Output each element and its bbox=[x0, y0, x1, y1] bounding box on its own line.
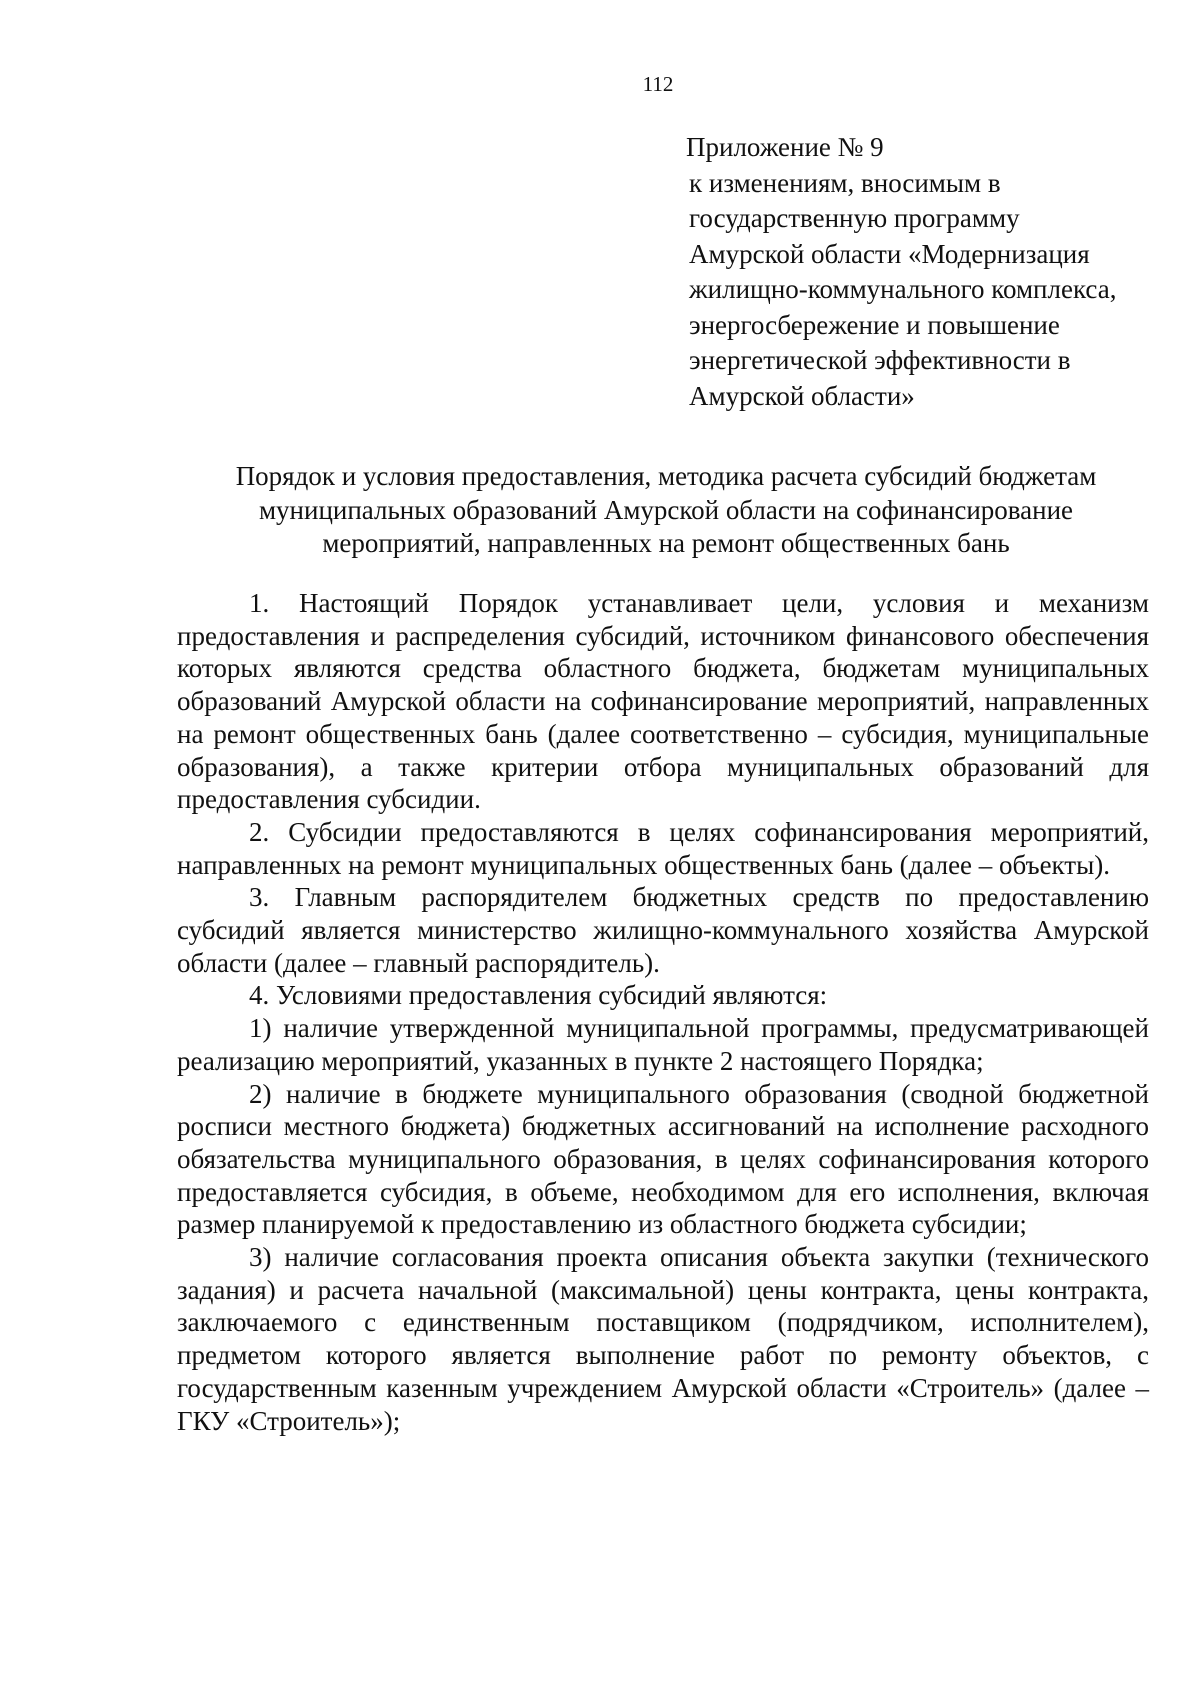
document-title-line: муниципальных образований Амурской области на софинансирование bbox=[258, 494, 1074, 525]
paragraph-4-item-3: 3) наличие согласования проекта описания объекта закупки (технического задания) и расчета начальной (максимальной) цены контракта, цены контракта, заключаемого с единственным поставщиком (подрядчиком, исполнителем), предметом которого является выполнение работ по ремонту объектов, с государственным казенным учреждением Амурской области «Строитель» (далее – ГКУ «Строитель»); bbox=[177, 1242, 1149, 1436]
appendix-line: государственную программу bbox=[689, 203, 1020, 233]
paragraph-4-item-1: 1) наличие утвержденной муниципальной программы, предусматривающей реализацию мероприятий, указанных в пункте 2 настоящего Порядка; bbox=[177, 1013, 1149, 1076]
paragraph-2: 2. Субсидии предоставляются в целях софинансирования мероприятий, направленных на ремонт муниципальных общественных бань (далее – объекты). bbox=[177, 816, 1149, 880]
appendix-line: Приложение № 9 bbox=[686, 132, 884, 162]
appendix-line: к изменениям, вносимым в bbox=[689, 167, 1001, 198]
appendix-line: жилищно-коммунального комплекса, bbox=[689, 274, 1117, 304]
document-title bbox=[180, 460, 1152, 561]
appendix-line: энергосбережение и повышение bbox=[689, 309, 1060, 340]
paragraph-3: 3. Главным распорядителем бюджетных средств по предоставлению субсидий является министерство жилищно-коммунального хозяйства Амурской области (далее – главный распорядитель). bbox=[177, 882, 1149, 978]
paragraph-4: 4. Условиями предоставления субсидий являются: bbox=[249, 980, 828, 1011]
appendix-line: энергетической эффективности в bbox=[689, 345, 1071, 375]
paragraph-4-item-2: 2) наличие в бюджете муниципального образования (сводной бюджетной росписи местного бюджета) бюджетных ассигнований на исполнение расходного обязательства муниципального образования, в целях софинансирования которого предоставляется субсидия, в объеме, необходимом для его исполнения, включая размер планируемой к предоставлению из областного бюджета субсидии; bbox=[177, 1078, 1149, 1240]
appendix-line: Амурской области «Модернизация bbox=[689, 238, 1090, 269]
document-body bbox=[177, 587, 1149, 1437]
appendix-line: Амурской области» bbox=[689, 380, 915, 411]
appendix-header bbox=[686, 130, 1169, 414]
document-title-line: Порядок и условия предоставления, методика расчета субсидий бюджетам bbox=[235, 461, 1097, 491]
page-number: 112 bbox=[642, 72, 674, 96]
paragraph-1: 1. Настоящий Порядок устанавливает цели, условия и механизм предоставления и распределения субсидий, источником финансового обеспечения которых являются средства областного бюджета, бюджетам муниципальных образований Амурской области на софинансирование мероприятий, направленных на ремонт общественных бань (далее соответственно – субсидия, муниципальные образования), а также критерии отбора муниципальных образований для предоставления субсидии. bbox=[177, 588, 1149, 815]
document-title-line: мероприятий, направленных на ремонт общественных бань bbox=[322, 528, 1010, 558]
